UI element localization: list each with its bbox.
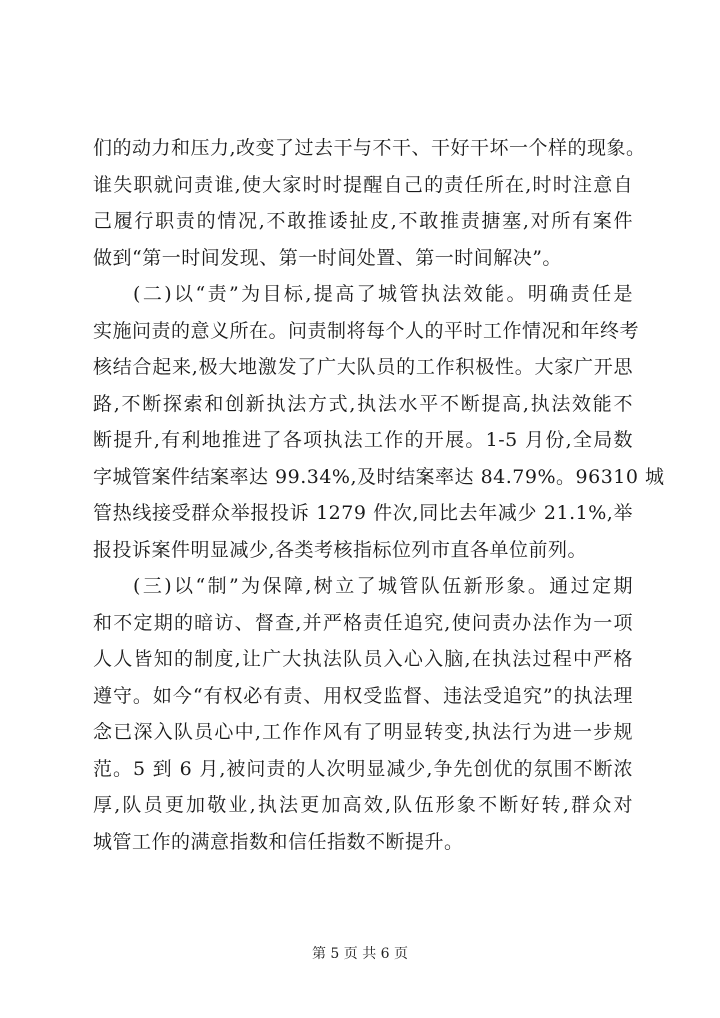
text-line: 实施问责的意义所在。问责制将每个人的平时工作情况和年终考: [93, 319, 640, 342]
body-text: [93, 130, 665, 860]
text-line: (二)以“责”为目标,提高了城管执法效能。明确责任是: [133, 283, 633, 305]
text-line: 厚,队员更加敬业,执法更加高效,队伍形象不断好转,群众对: [93, 794, 633, 816]
text-line: (三)以“制”为保障,树立了城管队伍新形象。通过定期: [133, 575, 633, 597]
page-footer: 第 5 页 共 6 页: [311, 946, 409, 962]
text-line: 断提升,有利地推进了各项执法工作的开展。1-5 月份,全局数: [93, 429, 633, 451]
text-line: 谁失职就问责谁,使大家时时提醒自己的责任所在,时时注意自: [93, 173, 633, 196]
text-line: 管热线接受群众举报投诉 1279 件次,同比去年减少 21.1%,举: [93, 502, 633, 524]
text-line: 城管工作的满意指数和信任指数不断提升。: [93, 830, 464, 853]
text-line: 范。5 到 6 月,被问责的人次明显减少,争先创优的氛围不断浓: [93, 757, 633, 780]
text-line: 遵守。如今“有权必有责、用权受监督、违法受追究”的执法理: [93, 684, 633, 707]
text-line: 己履行职责的情况,不敢推诿扯皮,不敢推责搪塞,对所有案件: [93, 210, 633, 232]
text-line: 报投诉案件明显减少,各类考核指标位列市直各单位前列。: [93, 538, 588, 561]
text-line: 路,不断探索和创新执法方式,执法水平不断提高,执法效能不: [93, 392, 633, 415]
text-line: 做到“第一时间发现、第一时间处置、第一时间解决”。: [93, 246, 562, 269]
text-line: 们的动力和压力,改变了过去干与不干、干好干坏一个样的现象。: [93, 137, 646, 159]
text-line: 人人皆知的制度,让广大执法队员入心入脑,在执法过程中严格: [93, 648, 633, 670]
text-line: 念已深入队员心中,工作作风有了明显转变,执法行为进一步规: [93, 721, 633, 743]
text-line: 字城管案件结案率达 99.34%,及时结案率达 84.79%。96310 城: [93, 465, 665, 488]
text-line: 和不定期的暗访、督查,并严格责任追究,使问责办法作为一项: [93, 611, 633, 634]
text-line: 核结合起来,极大地激发了广大队员的工作积极性。大家广开思: [93, 356, 633, 378]
